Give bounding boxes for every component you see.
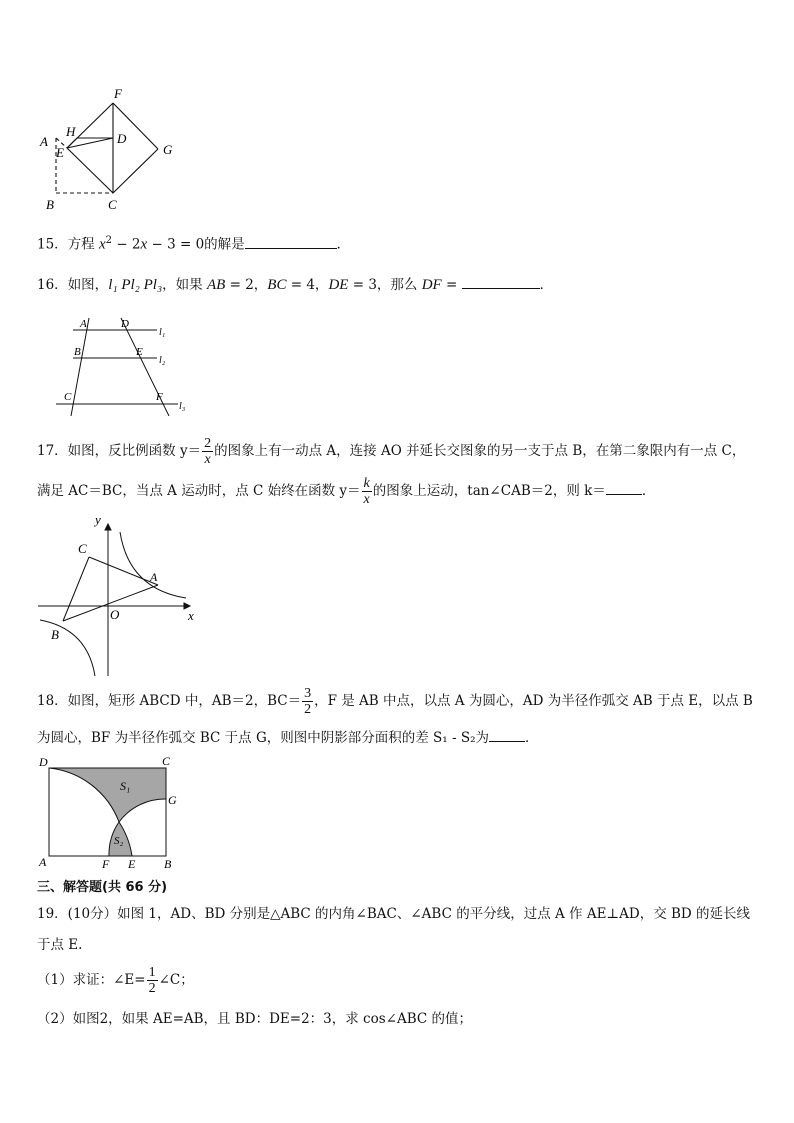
label-G: G <box>163 142 173 157</box>
label-A: A <box>39 855 47 869</box>
label-C: C <box>64 391 72 403</box>
label-l3: l₃ <box>179 401 186 412</box>
question-19-part-1: （1）求证：∠E= $\frac{1}{2}$ ∠C； <box>37 965 194 996</box>
label-A: A <box>40 134 48 149</box>
figure-q18 <box>36 752 186 872</box>
question-16: 16．如图，l₁ Pl₂ Pl₃，如果 AB = 2，BC = 4，DE = 3，那么 DF = ． <box>37 274 553 295</box>
label-E: E <box>136 346 143 358</box>
label-l1: l₁ <box>159 327 166 338</box>
question-15: 15．方程 $x^2 - 2x - 3 = 0$的解是 ． <box>37 235 351 253</box>
axis-y-label: y <box>95 512 101 527</box>
label-D: D <box>117 131 127 146</box>
label-C: C <box>108 197 117 212</box>
label-F: F <box>156 391 163 403</box>
answer-blank[interactable] <box>462 274 540 289</box>
label-B: B <box>164 857 172 871</box>
label-l2: l₂ <box>159 355 166 366</box>
answer-blank[interactable] <box>245 234 337 249</box>
figure-q14 <box>36 84 186 214</box>
label-B: B <box>74 346 81 358</box>
label-F: F <box>114 86 122 101</box>
label-S2: S₂ <box>114 835 124 847</box>
label-C: C <box>162 754 171 768</box>
label-C: C <box>78 541 87 556</box>
label-F: F <box>102 857 110 871</box>
label-D: D <box>121 318 129 330</box>
label-O: O <box>110 607 120 622</box>
label-B: B <box>46 197 54 212</box>
question-19-part-2: （2）如图2，如果 AE=AB，且 BD：DE=2：3，求 cos∠ABC 的值； <box>37 1011 473 1027</box>
question-18-line-1: 18．如图，矩形 ABCD 中，AB＝2，BC＝ $\frac{3}{2}$ ，F 是 AB 中点，以点 A 为圆心，AD 为半径作弧交 AB 于点 E，以点 B <box>37 686 753 717</box>
label-B: B <box>51 627 59 642</box>
label-D: D <box>39 755 48 769</box>
label-G: G <box>168 793 177 807</box>
question-17-line-1: 17．如图，反比例函数 y＝ $\frac{2}{x}$ 的图象上有一动点 A，连接 AO 并延长交图象的另一支于点 B，在第二象限内有一点 C， <box>37 436 746 467</box>
axis-x-label: x <box>188 608 194 623</box>
label-E: E <box>128 857 136 871</box>
label-A: A <box>80 318 87 330</box>
question-19-line-2: 于点 E. <box>37 937 83 953</box>
figure-q16 <box>56 312 196 416</box>
answer-blank[interactable] <box>606 480 642 495</box>
question-17-line-2: 满足 AC＝BC，当点 A 运动时，点 C 始终在函数 y＝ $\frac{k}{x}$ 的图象上运动，tan∠CAB＝2，则 k＝ ． <box>37 476 656 507</box>
question-19-line-1: 19．(10分）如图 1，AD、BD 分别是△ABC 的内角∠BAC、∠ABC 的平分线，过点 A 作 AE⊥AD，交 BD 的延长线 <box>37 906 751 922</box>
label-H: H <box>66 124 76 139</box>
section-heading: 三、解答题(共 66 分) <box>37 880 168 895</box>
question-18-line-2: 为圆心，BF 为半径作弧交 BC 于点 G，则图中阴影部分面积的差 S₁ - S₂为 ． <box>37 727 539 748</box>
label-S1: S₁ <box>120 779 131 793</box>
figure-q17 <box>36 512 206 678</box>
answer-blank[interactable] <box>489 727 525 742</box>
label-E: E <box>56 145 64 160</box>
label-A: A <box>150 570 158 584</box>
